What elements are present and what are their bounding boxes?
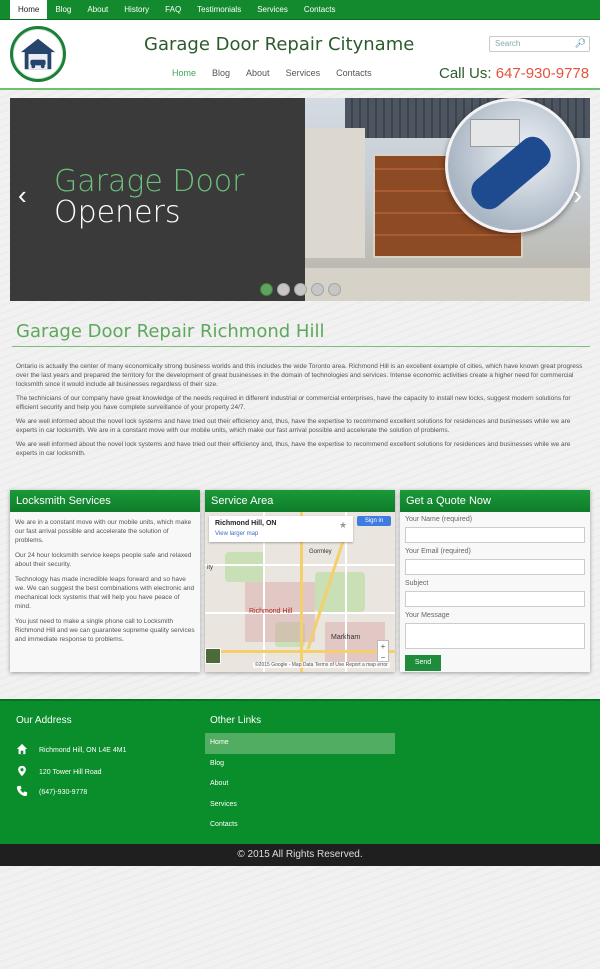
footer-link-home[interactable]: Home [205,733,395,754]
map-place-label: Markham [331,634,361,641]
subject-label: Subject [405,580,429,587]
mainnav-blog[interactable]: Blog [212,68,231,78]
call-label: Call Us: [439,65,492,82]
next-arrow-icon[interactable]: › [573,180,582,210]
topnav-contacts[interactable]: Contacts [303,5,336,14]
send-button[interactable]: Send [405,655,441,671]
home-icon [16,743,30,757]
name-label: Your Name (required) [405,516,473,523]
mainnav-home[interactable]: Home [172,68,197,78]
footer-links [205,733,395,836]
phone-icon [16,785,30,799]
search-icon[interactable]: 🔎︎ [574,38,586,48]
slider-dot[interactable] [328,283,341,296]
paragraph: Our 24 hour locksmith service keeps people safe and relaxed about their security. [15,552,192,568]
top-navigation [0,0,600,20]
zoom-control[interactable]: + − [377,640,389,662]
mainnav-contacts[interactable]: Contacts [336,68,372,78]
links-title: Other Links [210,715,262,726]
topnav-testimonials[interactable]: Testimonials [197,5,242,14]
topnav-history[interactable]: History [124,5,150,14]
page-heading: Garage Door Repair Richmond Hill [16,321,325,342]
topnav-home[interactable]: Home [10,0,47,19]
site-title: Garage Door Repair Cityname [144,34,415,55]
map-place-name: Richmond Hill, ON [215,520,277,527]
satellite-toggle[interactable] [205,648,221,664]
intro-text [16,362,584,463]
email-field[interactable] [405,559,585,575]
copyright: © 2015 All Rights Reserved. [0,844,600,866]
call-us [439,65,589,82]
slider-dots [260,283,341,296]
site-header [0,20,600,90]
paragraph: We are well informed about the novel lock systems and have tried out their efficiency and, thus, have the expertise to recommend excellent solutions for residences and businesses while we are experts in car locksmith. [16,441,571,457]
topnav-about[interactable]: About [87,5,109,14]
footer-link-services[interactable]: Services [210,800,237,808]
paragraph: We are well informed about the novel lock systems and have tried out their efficiency and, thus, have the expertise to recommend excellent solutions for residences and businesses while we are experts in car locksmith. We are in a constant move with our mobile units, which make our fast arrival possible and accelerate the solution of problems. [16,418,571,434]
main-navigation [172,68,372,78]
view-larger-map-link[interactable]: View larger map [215,531,259,537]
paragraph: The technicians of our company have great knowledge of the needs required in different industrial or commercial enterprises, have the capacity to install new locks, suggest modern solutions for efficient security and help you have complete surveillance of your property 24/7. [16,395,571,411]
message-label: Your Message [405,612,450,619]
topnav-blog[interactable]: Blog [55,5,72,14]
footer-link-contacts[interactable]: Contacts [210,821,238,828]
footer-link-about[interactable]: About [210,780,229,787]
garage-logo-icon [19,35,57,73]
panel-title: Service Area [205,490,395,512]
name-field[interactable] [405,527,585,543]
map-info-card [209,516,353,542]
search-input[interactable] [489,36,590,52]
map-place-label: ity [207,565,213,571]
heading-divider [12,346,590,347]
address-line: Richmond Hill, ON L4E 4M1 [39,746,127,754]
quote-form [400,512,590,675]
map-city-label: Richmond Hill [249,608,293,615]
technician-inset-photo [445,98,580,233]
address-row [16,743,127,757]
slider-dot[interactable] [294,283,307,296]
address-row [16,785,87,799]
mainnav-about[interactable]: About [246,68,270,78]
paragraph: You just need to make a single phone call to Locksmith Richmond Hill and we can guarantee supreme quality services and immediate response to problems. [15,618,195,643]
logo[interactable] [10,26,66,82]
map-attribution: ©2015 Google - Map Data Terms of Use Report a map error [255,662,388,668]
paragraph: Technology has made incredible leaps forward and so have we. We can suggest the best combinations with electronic and mechanical lock systems that will help you have peace of mind. [15,576,195,610]
address-line: (647)-930-9778 [39,788,88,796]
footer-link-blog[interactable]: Blog [210,759,225,767]
slider-dot[interactable] [277,283,290,296]
sign-in-button[interactable]: Sign in [357,516,391,526]
mainnav-services[interactable]: Services [285,68,321,78]
hero-slider [10,98,590,301]
paragraph: Ontario is actually the center of many economically strong business worlds and this includes the wide Toronto area. Richmond Hill is an excellent example of cities, which have known great progress over the last years and prepared the territory for the development of great businesses in the domain of technologies and services. Intense economic activities create a higher need for commercial locksmith since it would include all businesses regardless of their size. [16,363,583,388]
subject-field[interactable] [405,591,585,607]
map-pin-icon [16,765,30,779]
slide-title-line1: Garage Door [54,164,245,199]
garage-photo [305,98,590,301]
footer [0,699,600,844]
prev-arrow-icon[interactable]: ‹ [18,180,27,210]
service-area-panel [205,490,395,672]
topnav-faq[interactable]: FAQ [165,5,182,14]
map-place-label: Gormley [309,549,332,555]
address-title: Our Address [16,715,72,726]
address-line: 120 Tower Hill Road [39,768,102,776]
slider-dot[interactable] [260,283,273,296]
message-field[interactable] [405,623,585,649]
map[interactable] [205,512,395,672]
address-row [16,765,102,779]
panel-title: Get a Quote Now [400,490,590,512]
phone-number[interactable]: 647-930-9778 [495,65,590,82]
panel-title: Locksmith Services [10,490,200,512]
slide-title [54,166,245,228]
quote-panel [400,490,590,672]
topnav-services[interactable]: Services [257,5,288,14]
slider-dot[interactable] [311,283,324,296]
search-placeholder: Search [495,39,521,48]
locksmith-services-panel [10,490,200,672]
paragraph: We are in a constant move with our mobile units, which make our fast arrival possible and accelerate the solution of problems. [15,519,192,544]
slide-title-line2: Openers [54,195,181,230]
star-icon[interactable]: ★ [339,520,348,530]
email-label: Your Email (required) [405,548,471,555]
